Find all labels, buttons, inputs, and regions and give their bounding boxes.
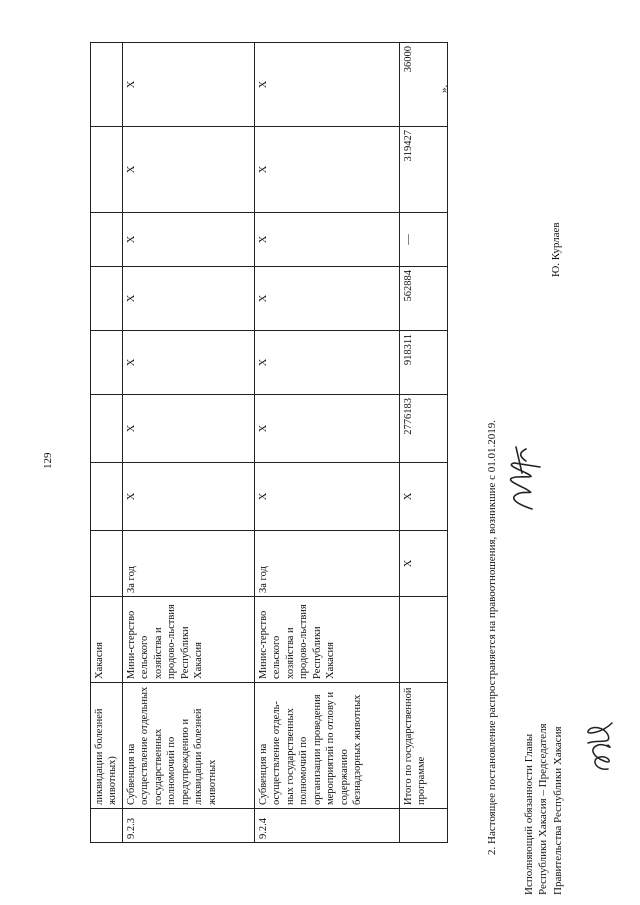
row-cell xyxy=(91,213,123,267)
row-executor: Минис-терство сельского хозяйства и продово-льствия Республики Хакасия xyxy=(254,597,399,683)
signer-name: Ю. Курлаев xyxy=(550,222,562,277)
row-cell xyxy=(91,395,123,463)
row-cell xyxy=(91,127,123,213)
row-cell: — xyxy=(399,213,447,267)
row-cell: X xyxy=(254,213,399,267)
signer-line: Исполняющий обязанности Главы xyxy=(523,733,535,895)
table-row xyxy=(122,43,254,843)
row-cell xyxy=(91,463,123,531)
row-cell: 562884 xyxy=(399,267,447,331)
row-term: За год xyxy=(254,531,399,597)
signer-block xyxy=(522,723,565,895)
row-cell: X xyxy=(254,463,399,531)
handwritten-signature xyxy=(496,441,548,513)
row-term: За год xyxy=(122,531,254,597)
closing-quote: ». xyxy=(438,84,450,93)
row-cell: 918311 xyxy=(399,331,447,395)
row-cell: X xyxy=(399,463,447,531)
row-cell: 2776183 xyxy=(399,395,447,463)
row-cell: X xyxy=(122,267,254,331)
row-cell: X xyxy=(254,395,399,463)
row-cell: X xyxy=(122,331,254,395)
row-cell: X xyxy=(122,395,254,463)
table-row xyxy=(91,43,123,843)
row-cell: X xyxy=(254,43,399,127)
row-number xyxy=(91,809,123,843)
row-name: ликвидации болезней животных) xyxy=(91,683,123,809)
row-cell xyxy=(91,331,123,395)
row-number xyxy=(399,809,447,843)
row-executor: Хакасия xyxy=(91,597,123,683)
row-cell xyxy=(91,267,123,331)
signer-line: Республики Хакасия – Председателя xyxy=(537,723,550,895)
resolution-paragraph: 2. Настоящее постановление распространяется на правоотношения, возникшие с 01.01.2019. xyxy=(486,420,498,855)
row-cell: X xyxy=(122,127,254,213)
row-cell: 36000 xyxy=(399,43,447,127)
row-cell: X xyxy=(122,213,254,267)
signer-line: Правительства Республики Хакасия xyxy=(551,726,564,895)
row-term: X xyxy=(399,531,447,597)
table-row xyxy=(254,43,399,843)
row-name: Итого по государственной программе xyxy=(399,683,447,809)
row-cell: 319427 xyxy=(399,127,447,213)
table-row-total xyxy=(399,43,447,843)
page-number: 129 xyxy=(42,452,54,469)
program-table xyxy=(90,42,448,843)
row-cell: X xyxy=(122,43,254,127)
row-cell: X xyxy=(122,463,254,531)
row-cell xyxy=(91,43,123,127)
row-cell: X xyxy=(254,331,399,395)
handwritten-initials xyxy=(578,717,622,775)
row-executor xyxy=(399,597,447,683)
row-executor: Мини-стерство сельского хозяйства и продово-льствия Республики Хакасия xyxy=(122,597,254,683)
row-cell: X xyxy=(254,127,399,213)
row-cell: X xyxy=(254,267,399,331)
row-name: Субвенция на осуществление отдельных государственных полномочий по предупреждению и ликвидации болезней животных xyxy=(122,683,254,809)
row-number: 9.2.4 xyxy=(254,809,399,843)
row-term xyxy=(91,531,123,597)
row-name: Субвенция на осуществление отдель-ных государственных полномочий по организации проведения мероприятий по отлову и содержанию безнадзорных животных xyxy=(254,683,399,809)
row-number: 9.2.3 xyxy=(122,809,254,843)
